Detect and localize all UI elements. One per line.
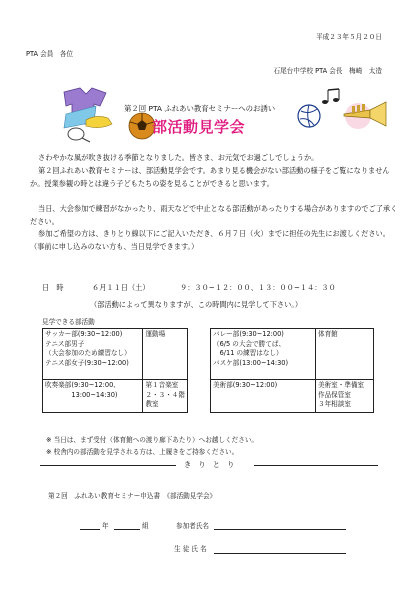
place-line: 美術室・準備室: [318, 381, 365, 389]
place-line: 教室: [145, 400, 159, 409]
place-cell: [316, 380, 374, 413]
place-line: ２・３・４階: [145, 390, 185, 399]
recipient: PTA 会員 各位: [26, 50, 74, 58]
class-suffix: 組: [142, 522, 149, 530]
club-line: 13:00~14:30): [45, 390, 118, 399]
sender: 石尾台中学校 PTA 会長 梅崎 太造: [273, 67, 382, 75]
application-paragraph: 参加ご希望の方は、きりとり線以下にご記入いただき、６月７日（火）までに担任の先生にお渡しください。（事前に申し込みのない方も、当日見学できます。）: [30, 229, 390, 251]
table-row: [43, 329, 188, 380]
place-line: ３年相談室: [318, 400, 351, 409]
student-name-label: 生 徒 氏 名: [174, 545, 207, 553]
intro-paragraph: さわやかな風が吹き抜ける季節となりました。皆さま、お元気でお過ごしでしょうか。: [38, 153, 319, 162]
trumpet-icon: [338, 96, 390, 130]
grade-input[interactable]: [80, 529, 100, 530]
student-name-input[interactable]: [214, 553, 346, 554]
seminar-paragraph: 第２回ふれあい教育セミナーは、部活動見学会です。あまり見る機会がない部活動の様子をご覧になりませんか。授業参観の時とは違う子どもたちの姿を見ることができると思います。: [30, 166, 390, 188]
table-row: [43, 380, 188, 413]
page-title: 部活動見学会: [152, 118, 246, 136]
event-subtitle: 第２回 PTA ふれあい教育セミナーへのお誘い: [124, 104, 276, 113]
club-line: テニス部男子: [45, 339, 85, 348]
schedule-label: 日 時: [42, 283, 64, 292]
parent-name-label: 参加者氏名: [176, 522, 209, 530]
place-cell: [143, 329, 188, 380]
cutline-right: [254, 465, 378, 466]
club-line: サッカー部(9:30~12:00): [45, 330, 123, 338]
club-line: テニス部女子(9:30~12:00): [45, 358, 129, 367]
note-reception: ※ 当日は、まず受付（体育館への渡り廊下あたり）へお越しください。: [46, 436, 259, 444]
place-line: 体育館: [318, 330, 338, 338]
volleyball-icon: [296, 103, 322, 129]
place-line: 第１音楽室: [145, 381, 179, 389]
notice-paragraph: 当日、大会参加で練習がなかったり、雨天などで中止となる部活動があったりする場合がありますのでご了承ください。: [30, 204, 398, 226]
class-input[interactable]: [114, 529, 140, 530]
issue-date: 平成２３年５月２０日: [316, 33, 382, 41]
sports-clipart-illustration: [56, 84, 166, 144]
schedule-date: ６月１１日（土）: [92, 283, 150, 292]
place-line: 作品保管室: [318, 390, 351, 399]
club-line: （大会参加のため練習なし）: [45, 349, 131, 358]
schedule-note: （部活動によって異なりますが、この時間内に見学して下さい。）: [90, 300, 303, 309]
club-line: バレー部(9:30~12:00): [213, 330, 284, 338]
cutline-label: き り と り: [184, 460, 235, 469]
club-line: 吹奏楽部(9:30~12:00、: [45, 381, 120, 389]
club-line: バスケ部(13:00~14:30): [213, 358, 289, 367]
cutline-left: [40, 465, 176, 466]
clubs-table-right: [210, 328, 374, 413]
table-row: [211, 329, 374, 380]
club-cell: [43, 329, 143, 380]
place-cell: [143, 380, 188, 413]
table-row: [211, 380, 374, 413]
place-line: 運動場: [145, 330, 166, 338]
place-cell: [316, 329, 374, 380]
club-cell: [211, 380, 316, 413]
club-line: 美術部(9:30~12:00): [213, 381, 278, 389]
club-cell: [211, 329, 316, 380]
parent-name-input[interactable]: [214, 529, 346, 530]
club-line: 6/11 の練習はなし）: [213, 349, 283, 358]
club-line: （6/5 の大会で勝てば、: [213, 339, 286, 348]
form-title: 第２回 ふれあい教育セミナー申込書 《部活動見学会》: [48, 492, 217, 500]
clubs-heading: 見学できる部活動: [42, 318, 95, 326]
grade-suffix: 年: [102, 522, 109, 530]
clubs-table-left: [42, 328, 188, 413]
club-cell: [43, 380, 143, 413]
schedule-times: ９：３０~１２：００、１３：００~１４：３０: [180, 283, 336, 292]
note-indoor-shoes: ※ 校舎内の部活動を見学される方は、上履きをご持参ください。: [46, 448, 239, 456]
